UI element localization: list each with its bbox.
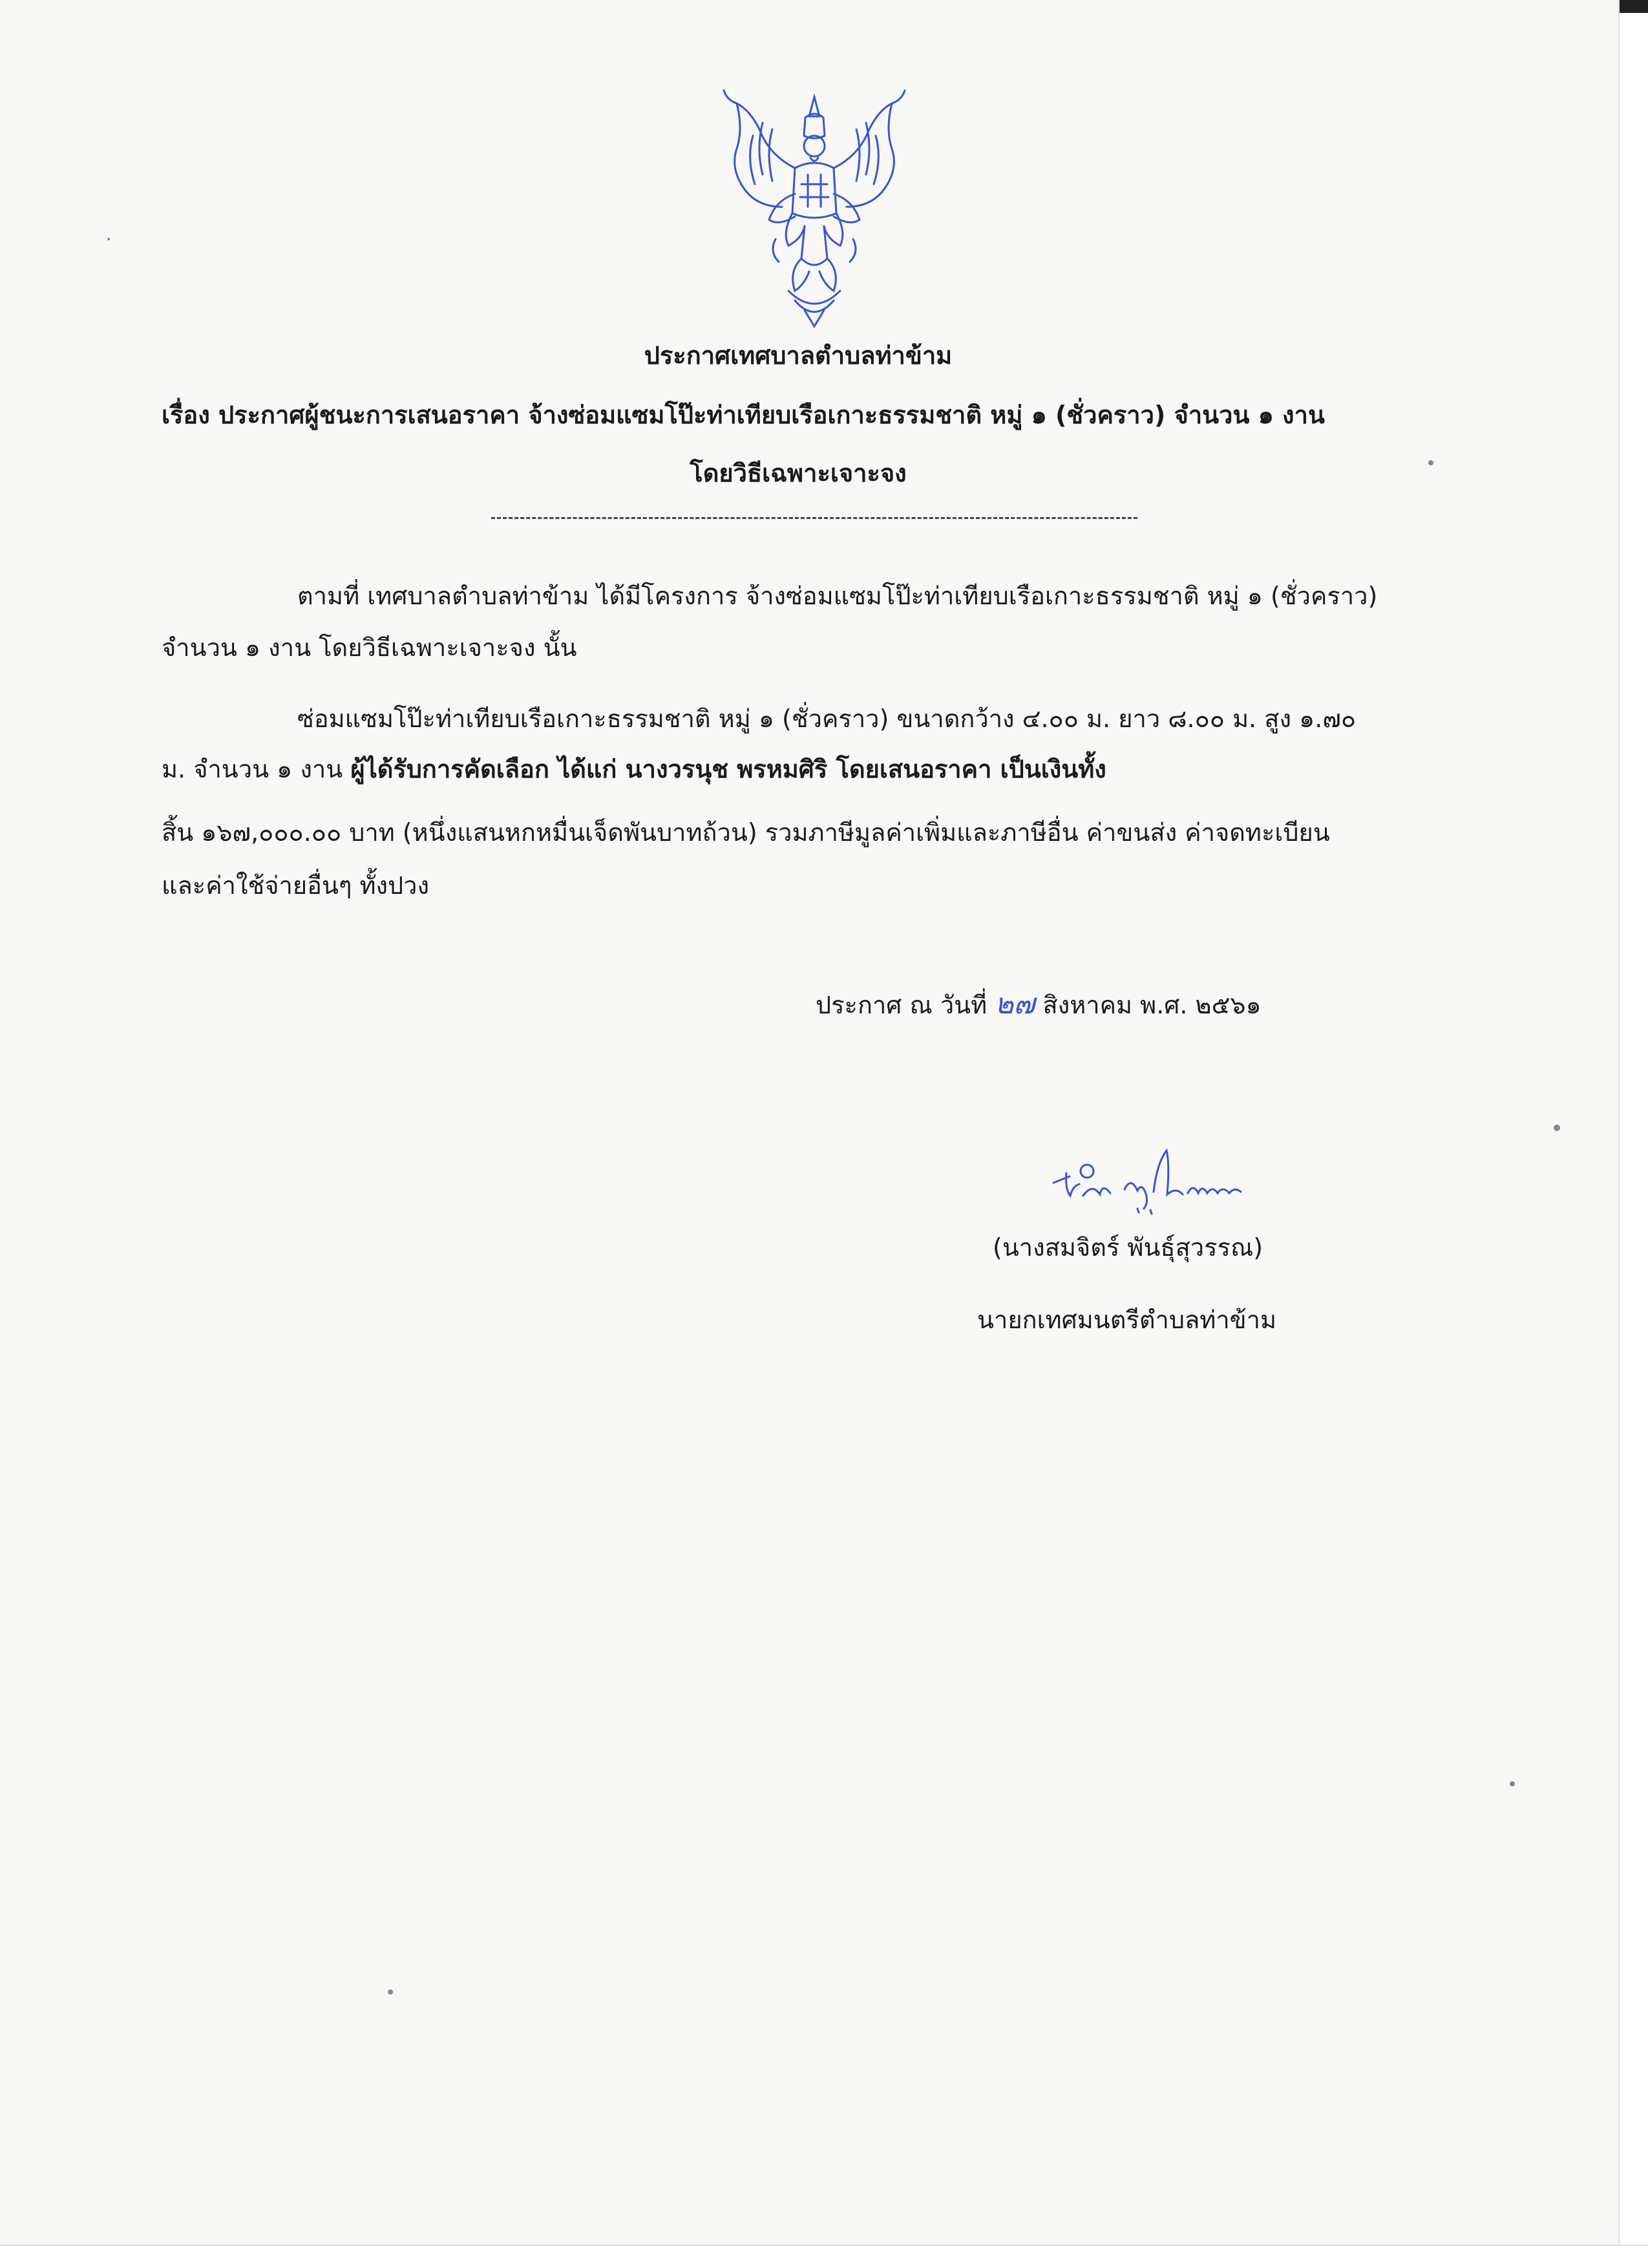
scan-speck [1510, 1781, 1515, 1786]
scan-speck [107, 238, 110, 240]
scan-speck [1428, 460, 1433, 465]
document-title: ประกาศเทศบาลตำบลท่าข้าม [644, 341, 953, 370]
signatory-name: (นางสมจิตร์ พันธุ์สุวรรณ) [993, 1233, 1263, 1262]
paragraph-2-line-4: และค่าใช้จ่ายอื่นๆ ทั้งปวง [162, 871, 430, 900]
paragraph-1-line-2: จำนวน ๑ งาน โดยวิธีเฉพาะเจาะจง นั้น [162, 633, 577, 662]
scan-edge-bottom [0, 2245, 1648, 2268]
paragraph-2-line-3: สิ้น ๑๖๗,๐๐๐.๐๐ บาท (หนึ่งแสนหกหมื่นเจ็ดพันบาทถ้วน) รวมภาษีมูลค่าเพิ่มและภาษีอื่น ค่าขนส่ง ค่าจดทะเบียน [162, 818, 1330, 847]
date-prefix: ประกาศ ณ วันที่ [816, 991, 988, 1019]
procurement-method: โดยวิธีเฉพาะเจาะจง [690, 459, 907, 487]
scan-corner-mark [1620, 0, 1648, 13]
paragraph-2-line-2-start: ม. จำนวน ๑ งาน [162, 755, 351, 783]
date-month-year: สิงหาคม พ.ศ. ๒๕๖๑ [1042, 991, 1262, 1019]
handwritten-day: ๒๗ [995, 988, 1035, 1021]
selected-contractor: ผู้ได้รับการคัดเลือก ได้แก่ นางวรนุช พรหมศิริ โดยเสนอราคา เป็นเงินทั้ง [350, 755, 1106, 783]
document-subject: เรื่อง ประกาศผู้ชนะการเสนอราคา จ้างซ่อมแซมโป๊ะท่าเทียบเรือเกาะธรรมชาติ หมู่ ๑ (ชั่วคราว) จำนวน ๑ งาน [162, 401, 1325, 429]
scan-speck [1554, 1125, 1560, 1131]
paragraph-2-line-1: ซ่อมแซมโป๊ะท่าเทียบเรือเกาะธรรมชาติ หมู่ ๑ (ชั่วคราว) ขนาดกว้าง ๔.๐๐ ม. ยาว ๘.๐๐ ม. สูง ๑.๗๐ [297, 705, 1357, 733]
paragraph-2-line-2 [162, 750, 1106, 789]
scan-edge-right [1618, 0, 1648, 2268]
announcement-date [816, 985, 1262, 1024]
garuda-emblem-icon [698, 78, 931, 330]
header-divider [491, 517, 1137, 519]
signatory-position: นายกเทศมนตรีตำบลท่าข้าม [977, 1306, 1277, 1334]
scan-speck [388, 1989, 393, 1995]
paragraph-1-line-1: ตามที่ เทศบาลตำบลท่าข้าม ได้มีโครงการ จ้างซ่อมแซมโป๊ะท่าเทียบเรือเกาะธรรมชาติ หมู่ ๑ (ชั่วคราว) [297, 582, 1378, 610]
handwritten-signature [1041, 1138, 1273, 1228]
